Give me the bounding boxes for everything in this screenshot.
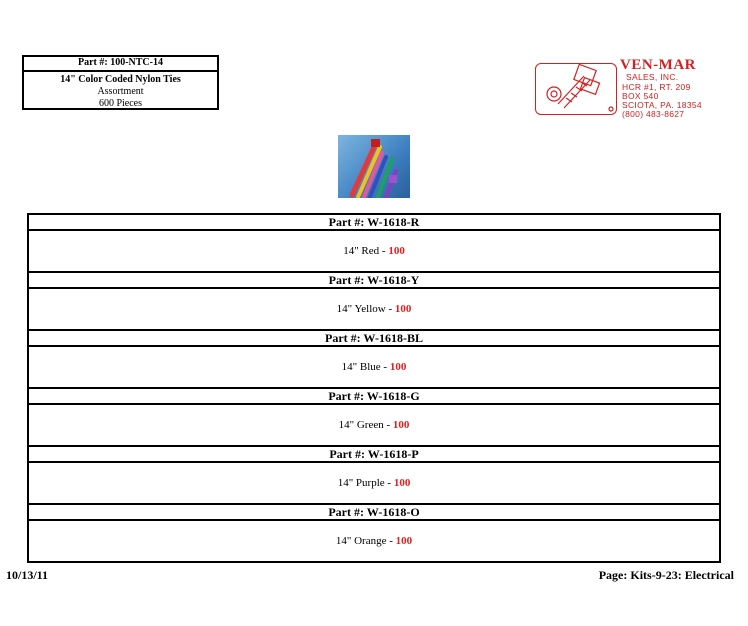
logo-line: SCIOTA, PA. 18354 xyxy=(622,100,702,110)
kit-piece-count: 600 Pieces xyxy=(98,98,143,109)
company-logo xyxy=(534,57,714,119)
item-quantity: 100 xyxy=(392,419,410,431)
footer-date: 10/13/11 xyxy=(6,568,49,582)
logo-company-name: VEN-MAR xyxy=(620,57,696,73)
logo-line: BOX 540 xyxy=(622,91,659,101)
kit-title: 14" Color Coded Nylon Ties xyxy=(60,74,181,85)
item-quantity: 100 xyxy=(394,303,412,315)
part-number-header: Part #: W-1618-O xyxy=(29,505,719,521)
item-description xyxy=(29,405,719,447)
item-text: 14" Red - xyxy=(343,245,389,257)
item-text: 14" Orange - xyxy=(335,535,396,547)
item-text: 14" Green - xyxy=(338,419,393,431)
part-number-header: Part #: W-1618-BL xyxy=(29,331,719,347)
kit-info-box xyxy=(22,55,219,110)
item-quantity: 100 xyxy=(389,361,407,373)
nylon-ties-image xyxy=(338,135,410,198)
item-description xyxy=(29,347,719,389)
parts-table xyxy=(27,213,721,563)
item-description xyxy=(29,231,719,273)
item-text: 14" Purple - xyxy=(337,477,394,489)
logo-line: HCR #1, RT. 209 xyxy=(622,82,691,92)
item-description xyxy=(29,463,719,505)
logo-line: SALES, INC. xyxy=(626,72,679,82)
part-number-header: Part #: W-1618-G xyxy=(29,389,719,405)
bolt-icon xyxy=(536,64,616,114)
item-quantity: 100 xyxy=(395,535,413,547)
kit-assortment: Assortment xyxy=(97,86,144,97)
footer-page-label: Page: Kits-9-23: Electrical xyxy=(598,568,734,582)
item-quantity: 100 xyxy=(388,245,405,257)
logo-line: (800) 483-8627 xyxy=(622,109,685,119)
part-number-header: Part #: W-1618-Y xyxy=(29,273,719,289)
part-number-header: Part #: W-1618-P xyxy=(29,447,719,463)
part-number-header: Part #: W-1618-R xyxy=(29,215,719,231)
kit-part-number: Part #: 100-NTC-14 xyxy=(24,57,217,72)
product-photo xyxy=(338,135,410,198)
item-text: 14" Yellow - xyxy=(336,303,395,315)
item-text: 14" Blue - xyxy=(341,361,390,373)
item-description xyxy=(29,289,719,331)
item-quantity: 100 xyxy=(393,477,411,489)
logo-emblem xyxy=(535,63,617,115)
item-description xyxy=(29,521,719,561)
